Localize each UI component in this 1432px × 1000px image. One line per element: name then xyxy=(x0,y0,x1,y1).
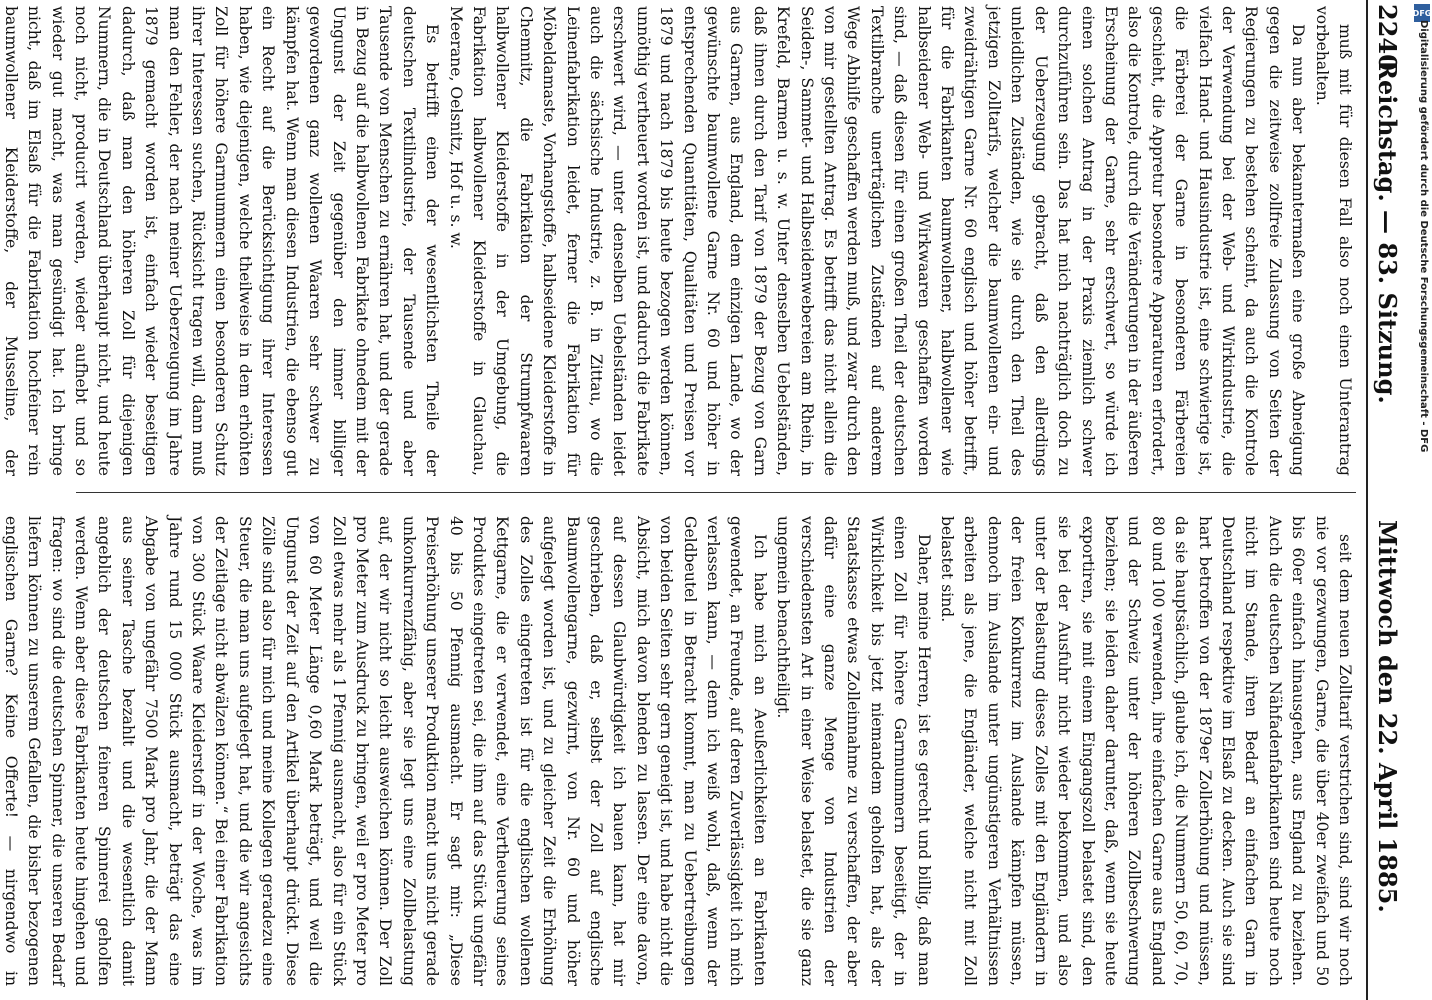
paragraph: muß mit für diesen Fall also noch einen Unterantrag vorbehalten. xyxy=(1312,6,1354,476)
page-header xyxy=(1366,0,1406,1000)
paragraph: Ich habe mich an Aeußerlichkeiten an Fabrikanten gewendet, an Freunde, auf deren Zuverlässigkeit ich mich verlassen kann, — denn ich weiß wohl, daß, wenn der Geldbeutel in Betracht kommt, man zu Uebertreibungen von beiden Seiten sehr gern geneigt ist, und habe nicht die Absicht, mich davon blenden zu lassen. Der eine davon, auf dessen Glaubwürdigkeit ich bauen kann, hat mir geschrieben, daß er, selbst der Zoll auf englische Baumwollengarne, gezwirnt, von Nr. 60 und höher aufgelegt worden ist, und zu gleicher Zeit die Erhöhung des Zolles eingetreten ist für die englischen wollenen Kettgarne, die er verwendet, eine Vertheuerung seines Produktes eingetreten sei, die ihm auf das Stück ungefähr 40 bis 50 Pfennig ausmacht. Er sagt mir: „Diese Preiserhöhung unserer Produktion macht uns nicht gerade unkonkurrenzfähig, aber sie legt uns eine Zollbelastung auf, der wir nicht so leicht ausweichen können. Der Zoll pro Meter zum Ausdruck zu bringen, weil er pro Meter pro Zoll etwas mehr als 1 Pfennig ausmacht, also für ein Stück von 60 Meter Länge 0,60 Mark beträgt, und weil die Ungunst der Zeit auf den Artikel überhaupt drückt. Diese Zölle sind also für mich und meine Kollegen geradezu eine Steuer, die man uns aufgelegt hat, und die wir angesichts der Zeitlage nicht abwälzen können.“ Bei einer Fabrikation von 300 Stück Waare Kleiderstoff in der Woche, was im Jahre rund 15 000 Stück ausmacht, beträgt das eine Abgabe von ungefähr 7500 Mark pro Jahr, die der Mann aus seiner Tasche bezahlt und die wesentlich damit angeblich der deutschen feineren Spinnerei geholfen werden. Wenn aber diese Fabrikanten heute hingehen und fragen: wo sind die deutschen Spinner, die unseren Bedarf liefern können zu unserem Gefallen, die bisher bezogenen englischen Garne? Keine Offerte! — nirgendwo in xyxy=(1,516,769,986)
text-column-right xyxy=(1,516,1356,986)
page-number: 2240 xyxy=(1373,4,1402,71)
paragraph: Da nun aber bekanntermaßen eine große Abneigung gegen die zeitweise zollfreie Zulassung von Seiten der Regierungen zu bestehen scheint, da auch die Kontrole der Verwendung bei der Web- und Wirkindustrie, die vielfach Hand- und Hausindustrie ist, eine schwierige ist, die Färberei der Garne in besonderen Färbereien geschieht, die Appretur besondere Apparaturen erfordert, also die Kontrole, durch die Veränderungen in der äußeren Erscheinung der Garne, sehr erschwert, so würde ich einen solchen Antrag in der Praxis ziemlich schwer durchzuführen sein. Das hat mich nachträglich doch zu der Ueberzeugung gebracht, daß den allerdings unleidlichen Zuständen, wie sie durch den Theil des jetzigen Zolltarifs, welcher die baumwollenen ein- und zweidrähtigen Garne Nr. 60 englisch und höher betrifft, für die Fabrikanten baumwollener, halbwollener wie halbseidener Web- und Wirkwaaren geschaffen worden sind, — daß diesen für einen großen Theil der deutschen Textilbranche unerträglichen Zuständen auf anderem Wege Abhilfe geschaffen werden muß, und zwar durch den von mir gestellten Antrag. Es betrifft das nicht allein die Seiden-, Sammet- und Halbseidenwebereien am Rhein, in Krefeld, Barmen u. s. w. Unter denselben Uebelständen, daß ihnen durch den Tarif von 1879 der Bezug von Garn aus Garnen, aus England, dem einzigen Lande, wo der gewünschte baumwollene Garne Nr. 60 und höher in entsprechenden Quantitäten, Qualitäten und Preisen vor 1879 und nach 1879 bis heute bezogen werden können, unnöthig vertheuert worden ist, und dadurch die Fabrikate erschwert wird, — unter denselben Uebelständen leidet auch die sächsische Industrie, z. B. in Zittau, wo die Leinenfabrikation leidet, ferner die Fabrikation für Möbeldamaste, Vorhangstoffe, halbseidene Kleiderstoffe in Chemnitz, die Fabrikation der Strumpfwaaren halbwollener Kleiderstoffe in der Umgebung, die Fabrikation halbwollener Kleiderstoffe in Glauchau, Meerane, Oelsnitz, Hof u. s. w. xyxy=(446,6,1308,476)
session-heading: Reichstag. — 83. Sitzung. xyxy=(1373,60,1402,404)
digitization-note: Digitalisierung gefördert durch die Deutsche Forschungsgemeinschaft - DFG xyxy=(1418,20,1429,453)
header-rule xyxy=(1366,0,1368,1000)
text-column-left xyxy=(1,6,1356,476)
date-heading: Mittwoch den 22. April 1885. xyxy=(1373,520,1402,913)
dfg-logo-icon: DFG xyxy=(1414,4,1430,22)
paragraph: Daher, meine Herren, ist es gerecht und billig, daß man einen Zoll für höhere Garnnummern beseitigt, der in Wirklichkeit bis jetzt niemandem geholfen hat, als der Staatskasse etwas Zolleinnahme zu verschaffen, der aber dafür eine ganze Menge von Industrien der verschiedensten Art in einer Weise belastet, die sie ganz ungemein benachtheiligt. xyxy=(774,516,933,986)
column-divider xyxy=(76,492,1356,493)
paragraph: Es betrifft einen der wesentlichsten Theile der deutschen Textilindustrie, der Tausende und aber Tausende von Menschen zu ernähren hat, und der gerade in Bezug auf die halbwollenen Fabrikate ohnedem mit der Ungunst der Zeit gegenüber den immer billiger gewordenen ganz wollenen Waaren sehr schwer zu kämpfen hat. Wenn man diesen Industrien, die ebenso gut ein Recht auf die Berücksichtigung ihrer Interessen haben, wie diejenigen, welche theilweise in dem erhöhten Zoll für höhere Garnnummern einen besonderen Schutz ihrer Interessen suchen, Rücksicht tragen will, dann muß man den Fehler, der nach meiner Ueberzeugung im Jahre 1879 gemacht worden ist, einfach wieder beseitigen dadurch, daß man den höheren Zoll für diejenigen Nummern, die in Deutschland überhaupt nicht, und heute noch nicht, producirt werden, wieder aufhebt und so wieder gut macht, was man gesündigt hat. Ich bringe nicht, daß im Elsaß für die Fabrikation hochfeiner rein baumwollener Kleiderstoffe, der Musseline, der xyxy=(1,6,442,476)
paragraph: seit dem neuen Zolltarif verstrichen sind, sind wir noch nie vor gezwungen, Garne, die über 40er zweifach und 50 bis 60er einfach hinausgehen, aus England zu beziehen. Auch die deutschen Nähfadenfabrikanten sind heute noch nicht im Stande, ihren Bedarf an einfachen Garn in Deutschland respektive im Elsaß zu decken. Auch sie sind hart betroffen von der 1879er Zollerhöhung und müssen, da sie hauptsächlich, glaube ich, die Nummern 50, 60, 70, 80 und 100 verwenden, ihre einfachen Garne aus England und der Schweiz unter der höheren Zollbeschwerung beziehen; sie leiden daher darunter, daß, wenn sie heute exportiren, sie mit einem Eingangszoll belastet sind, den sie bei der Ausfuhr nicht wieder bekommen, und also unter der Belastung dieses Zolles mit den Engländern in der freien Konkurrenz im Auslande kämpfen müssen, dennoch im Auslande unter ungünstigeren Verhältnissen arbeiten als jene, die Engländer, welche nicht mit Zoll belastet sind. xyxy=(938,516,1354,986)
document-page xyxy=(1,0,1416,1000)
